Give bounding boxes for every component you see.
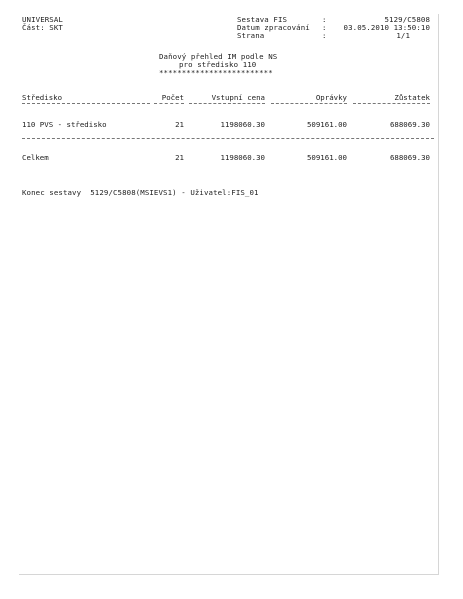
column-header-balance: Zůstatek: [353, 94, 430, 104]
title-stars: *************************: [159, 68, 273, 77]
meta-label-page: Strana: [237, 31, 265, 40]
column-header-depreciation: Oprávky: [271, 94, 347, 104]
column-header-price: Vstupní cena: [189, 94, 265, 104]
cell-balance: 688069.30: [389, 120, 430, 129]
cell-depreciation: 509161.00: [306, 120, 347, 129]
total-depreciation: 509161.00: [306, 153, 347, 162]
report-subtitle: pro středisko 110: [179, 60, 257, 69]
meta-colon: :: [322, 23, 327, 32]
part-label: Část: SKT: [22, 23, 63, 32]
meta-value-page: 1/1: [396, 31, 410, 40]
cell-price: 1198060.30: [220, 120, 265, 129]
report-page: [19, 14, 439, 575]
meta-value-date: 03.05.2010 13:50:10: [343, 23, 430, 32]
separator-line: [22, 138, 434, 139]
meta-label-date: Datum zpracování: [237, 23, 310, 32]
meta-colon: :: [322, 31, 327, 40]
total-count: 21: [175, 153, 184, 162]
cell-count: 21: [175, 120, 184, 129]
meta-colon: :: [322, 15, 327, 24]
meta-label-report: Sestava FIS: [237, 15, 288, 24]
report-title: Daňový přehled IM podle NS: [159, 52, 278, 61]
total-balance: 688069.30: [389, 153, 430, 162]
column-header-center: Středisko: [22, 94, 150, 104]
company-name: UNIVERSAL: [22, 15, 63, 24]
total-label: Celkem: [22, 153, 49, 162]
meta-value-report: 5129/C5808: [384, 15, 430, 24]
total-price: 1198060.30: [220, 153, 265, 162]
column-header-count: Počet: [154, 94, 184, 104]
cell-center: 110 PVS - středisko: [22, 120, 107, 129]
report-footer: Konec sestavy 5129/C5808(MSIEVS1) - Uživatel:FIS_01: [22, 188, 259, 197]
